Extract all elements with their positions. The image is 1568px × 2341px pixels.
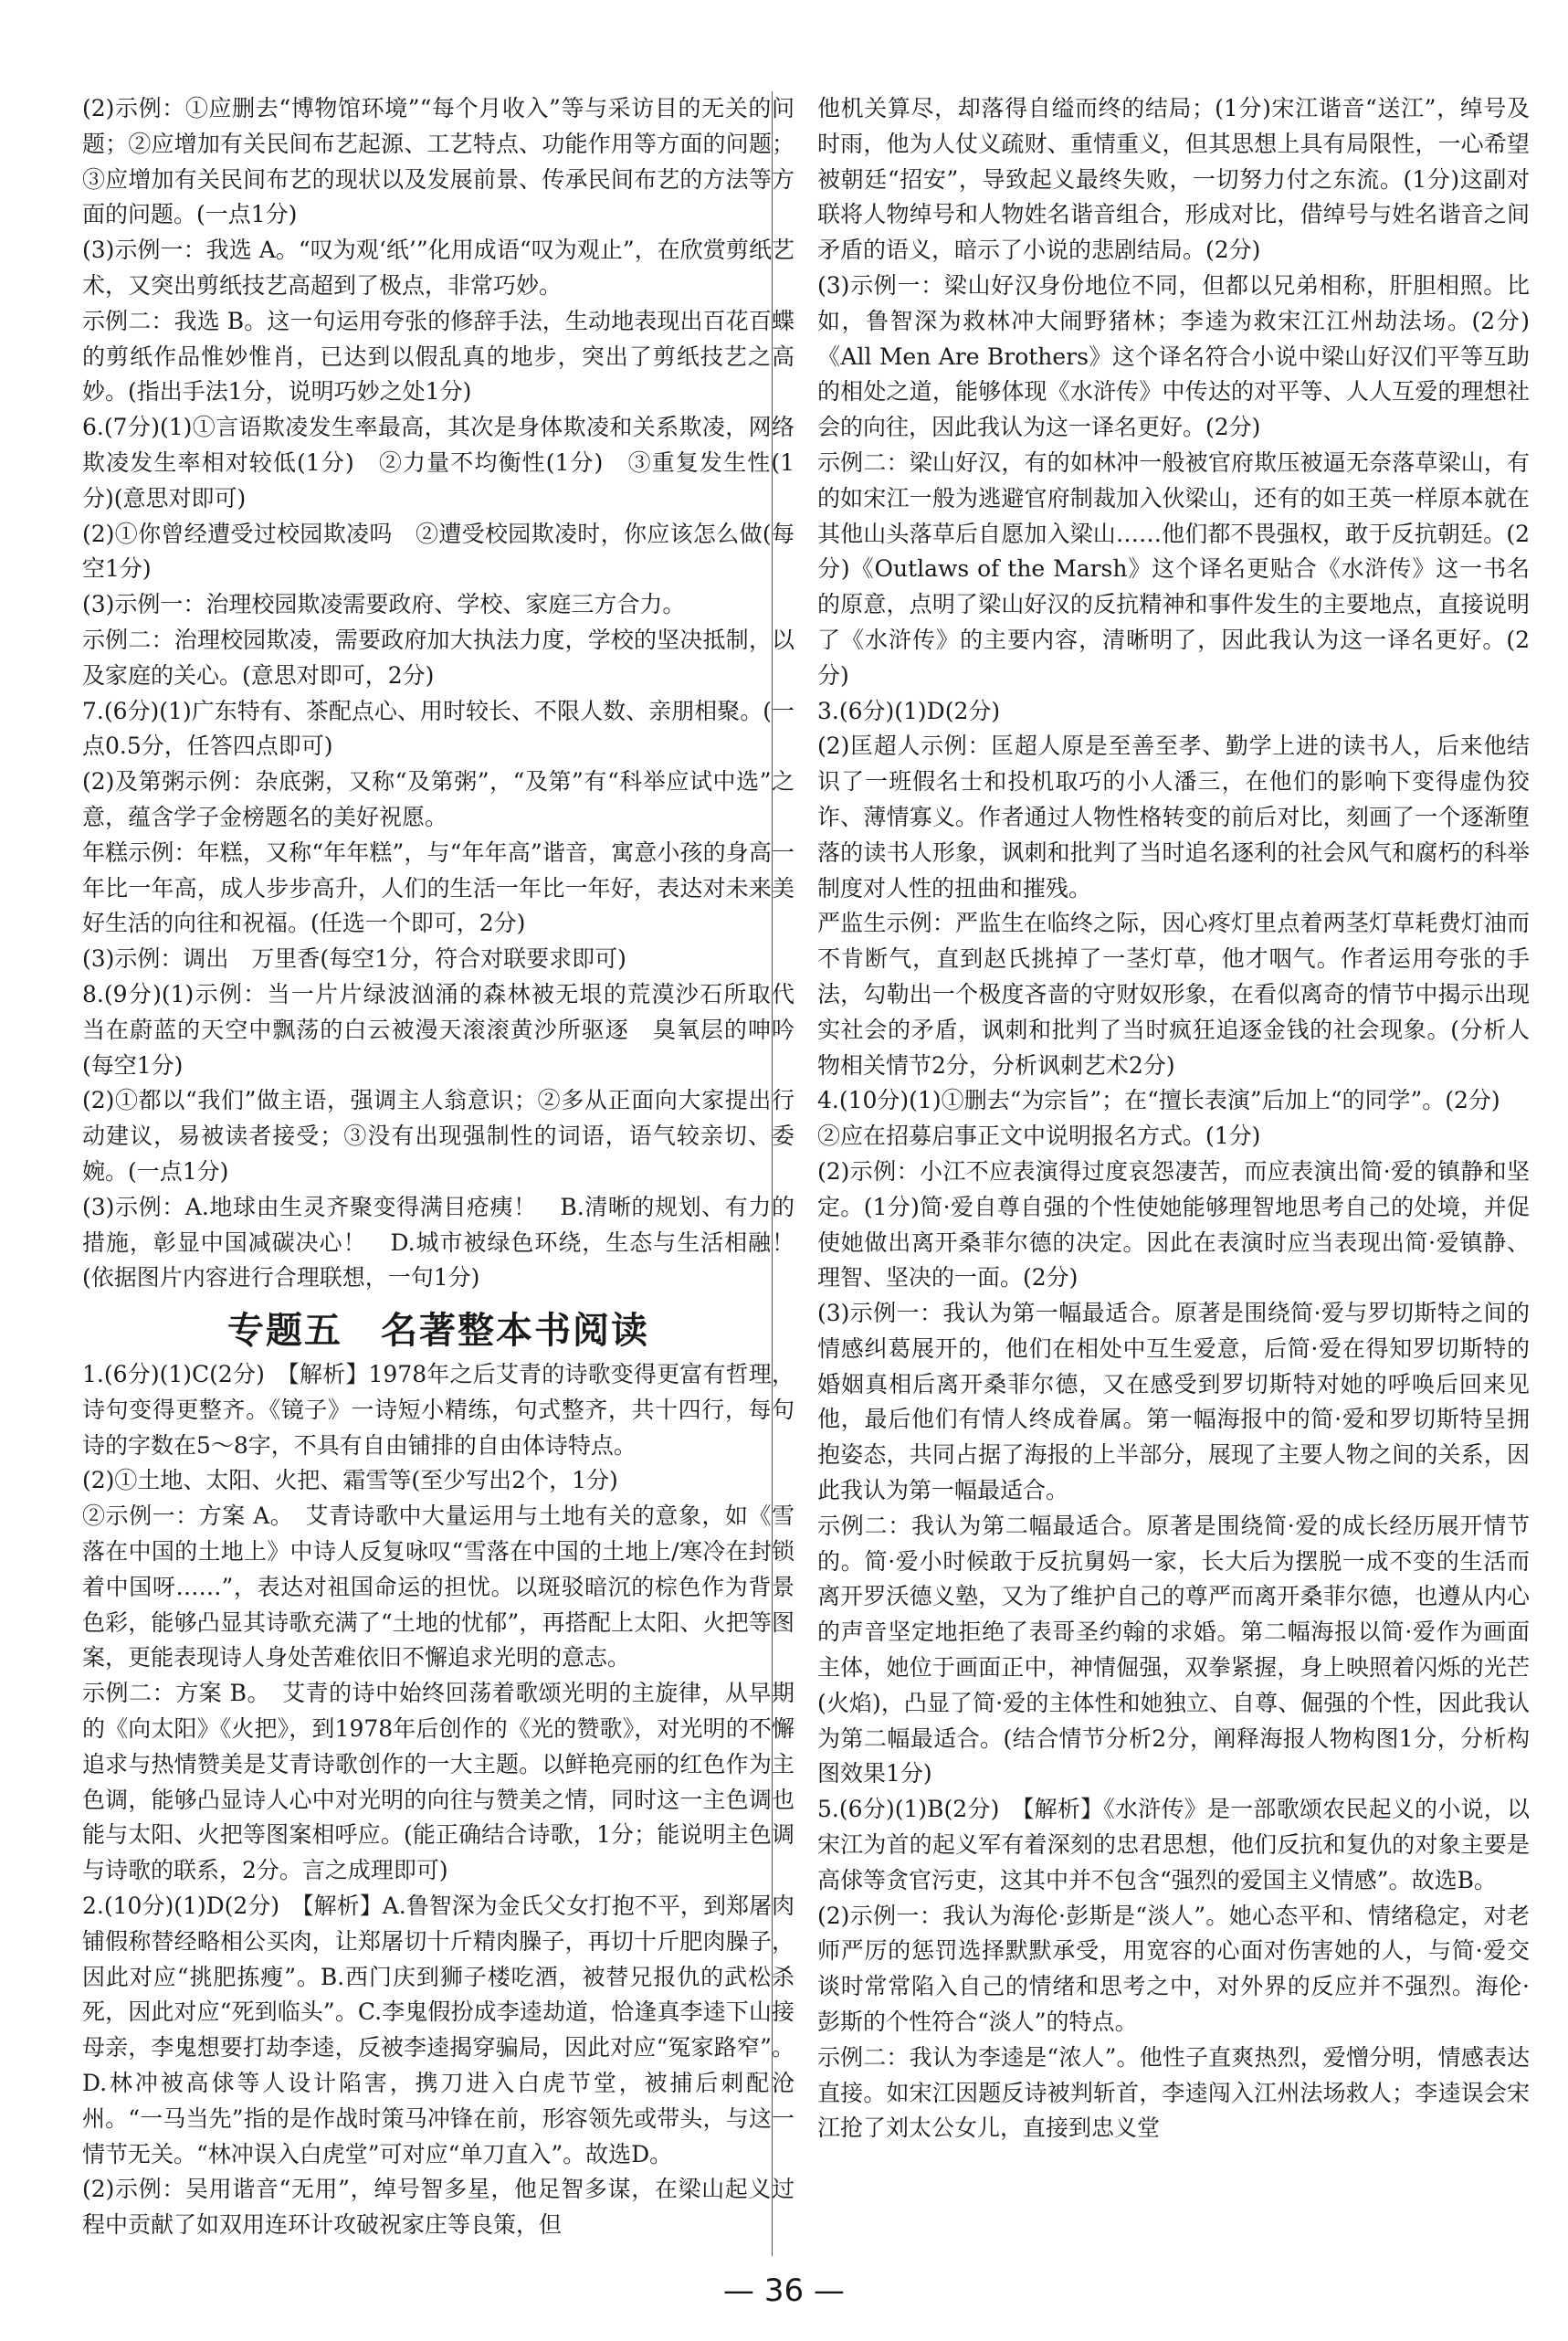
answer-paragraph: ②示例一：方案 A。 艾青诗歌中大量运用与土地有关的意象，如《雪落在中国的土地上》中诗人反复咏叹“雪落在中国的土地上/寒冷在封锁着中国呀……”，表达对祖国命运的担忧。以斑驳暗沉的棕色作为背景色彩，能够凸显其诗歌充满了“土地的忧郁”，再搭配上太阳、火把等图案，更能表现诗人身处苦难依旧不懈追求光明的意志。 xyxy=(82,1503,795,1671)
answer-paragraph: (3)示例一：梁山好汉身份地位不同，但都以兄弟相称，肝胆相照。比如，鲁智深为救林冲大闹野猪林；李逵为救宋江江州劫法场。(2分)《All Men Are Brothers》这个译名符合小说中梁山好汉们平等互助的相处之道，能够体现《水浒传》中传达的对平等、人人互爱的理想社会的向往，因此我认为这一译名更好。(2分) xyxy=(817,271,1530,441)
left-column xyxy=(82,91,818,2243)
answer-paragraph: 3.(6分)(1)D(2分) xyxy=(817,697,1001,724)
answer-paragraph: (2)①土地、太阳、火把、霜雪等(至少写出2个，1分) xyxy=(82,1467,618,1494)
right-column xyxy=(817,91,1530,2146)
answer-paragraph: 示例二：我认为李逵是“浓人”。他性子直爽热烈，爱憎分明，情感表达直接。如宋江因题反诗被判斩首，李逵闯入江州法场救人；李逵误会宋江抢了刘太公女儿，直接到忠义堂 xyxy=(817,2043,1530,2142)
answer-paragraph: (3)示例：调出 万里香(每空1分，符合对联要求即可) xyxy=(82,945,626,973)
answer-paragraph: (2)示例：吴用谐音“无用”，绰号智多星，他足智多谋，在梁山起义过程中贡献了如双用连环计攻破祝家庄等良策，但 xyxy=(82,2176,795,2239)
answer-paragraph: (2)示例：小江不应表演得过度哀怨凄苦，而应表演出简·爱的镇静和坚定。(1分)简·爱自尊自强的个性使她能够理智地思考自己的处境，并促使她做出离开桑菲尔德的决定。因此在表演时应当表现出简·爱镇静、理智、坚决的一面。(2分) xyxy=(817,1157,1530,1292)
answer-paragraph: (2)①你曾经遭受过校园欺凌吗 ②遭受校园欺凌时，你应该怎么做(每空1分) xyxy=(82,520,795,583)
page-number: — 36 — xyxy=(723,2272,845,2309)
answer-paragraph: 示例二：我认为第二幅最适合。原著是围绕简·爱的成长经历展开情节的。简·爱小时候敢于反抗舅妈一家，长大后为摆脱一成不变的生活而离开罗沃德义塾，又为了维护自己的尊严而离开桑菲尔德，也遵从内心的声音坚定地拒绝了表哥圣约翰的求婚。第二幅海报以简·爱作为画面主体，她位于画面正中，神情倔强，双拳紧握，身上映照着闪烁的光芒(火焰)，凸显了简·爱的主体性和她独立、自尊、倔强的个性，因此我认为第二幅最适合。(结合情节分析2分，阐释海报人物构图1分，分析构图效果1分) xyxy=(817,1512,1530,1787)
answer-paragraph: (3)示例一：治理校园欺凌需要政府、学校、家庭三方合力。 xyxy=(82,591,686,618)
answer-paragraph: 示例二：我选 B。这一句运用夸张的修辞手法，生动地表现出百花百蝶的剪纸作品惟妙惟肖，已达到以假乱真的地步，突出了剪纸技艺之高妙。(指出手法1分，说明巧妙之处1分) xyxy=(82,307,795,406)
answer-paragraph: 7.(6分)(1)广东特有、茶配点心、用时较长、不限人数、亲朋相聚。(一点0.5分，任答四点即可) xyxy=(82,697,795,760)
answer-paragraph: 4.(10分)(1)①删去“为宗旨”；在“擅长表演”后加上“的同学”。(2分) xyxy=(817,1087,1500,1114)
answer-paragraph: 示例二：治理校园欺凌，需要政府加大执法力度，学校的坚决抵制，以及家庭的关心。(意思对即可，2分) xyxy=(82,626,795,689)
answer-paragraph: (2)示例：①应删去“博物馆环境”“每个月收入”等与采访目的无关的问题；②应增加有关民间布艺起源、工艺特点、功能作用等方面的问题；③应增加有关民间布艺的现状以及发展前景、传承民间布艺的方法等方面的问题。(一点1分) xyxy=(82,95,795,228)
answer-paragraph: 6.(7分)(1)①言语欺凌发生率最高，其次是身体欺凌和关系欺凌，网络欺凌发生率相对较低(1分) ②力量不均衡性(1分) ③重复发生性(1分)(意思对即可) xyxy=(82,414,795,511)
answer-paragraph: (2)①都以“我们”做主语，强调主人翁意识；②多从正面向大家提出行动建议，易被读者接受；③没有出现强制性的词语，语气较亲切、委婉。(一点1分) xyxy=(82,1087,795,1185)
answer-paragraph: 2.(10分)(1)D(2分) 【解析】A.鲁智深为金氏父女打抱不平，到郑屠肉铺假称替经略相公买肉，让郑屠切十斤精肉臊子，再切十斤肥肉臊子，因此对应“挑肥拣瘦”。B.西门庆到狮子楼吃酒，被替兄报仇的武松杀死，因此对应“死到临头”。C.李鬼假扮成李逵劫道，恰逢真李逵下山接母亲，李鬼想要打劫李逵，反被李逵揭穿骗局，因此对应“冤家路窄”。D.林冲被高俅等人设计陷害，携刀进入白虎节堂，被捕后刺配沧州。“一马当先”指的是作战时策马冲锋在前，形容领先或带头，与这一情节无关。“林冲误入白虎堂”可对应“单刀直入”。故选D。 xyxy=(82,1893,795,2167)
answer-paragraph: 年糕示例：年糕，又称“年年糕”，与“年年高”谐音，寓意小孩的身高一年比一年高，成人步步高升，人们的生活一年比一年好，表达对未来美好生活的向往和祝福。(任选一个即可，2分) xyxy=(82,838,795,937)
answer-paragraph: (3)示例：A.地球由生灵齐聚变得满目疮痍！ B.清晰的规划、有力的措施，彰显中国减碳决心！ D.城市被绿色环绕，生态与生活相融！(依据图片内容进行合理联想，一句1分) xyxy=(82,1193,795,1292)
answer-paragraph: (3)示例一：我选 A。“叹为观‘纸’”化用成语“叹为观止”，在欣赏剪纸艺术，又突出剪纸技艺高超到了极点，非常巧妙。 xyxy=(82,237,795,299)
answer-paragraph: (3)示例一：我认为第一幅最适合。原著是围绕简·爱与罗切斯特之间的情感纠葛展开的，他们在相处中互生爱意，后简·爱在得知罗切斯特的婚姻真相后离开桑菲尔德，又在感受到罗切斯特对她的呼唤后回来见他，最后他们有情人终成眷属。第一幅海报中的简·爱和罗切斯特呈拥抱姿态，共同占据了海报的上半部分，展现了主要人物之间的关系，因此我认为第一幅最适合。 xyxy=(817,1300,1530,1504)
answer-paragraph: (2)匡超人示例：匡超人原是至善至孝、勤学上进的读书人，后来他结识了一班假名士和投机取巧的小人潘三，在他们的影响下变得虚伪狡诈、薄情寡义。作者通过人物性格转变的前后对比，刻画了一个逐渐堕落的读书人形象，讽刺和批判了当时追名逐利的社会风气和腐朽的科举制度对人性的扭曲和摧残。 xyxy=(817,733,1530,902)
answer-paragraph: 5.(6分)(1)B(2分) 【解析】《水浒传》是一部歌颂农民起义的小说，以宋江为首的起义军有着深刻的忠君思想，他们反抗和复仇的对象主要是高俅等贪官污吏，这其中并不包含“强烈的爱国主义情感”。故选B。 xyxy=(817,1796,1530,1893)
answer-paragraph: 示例二：梁山好汉，有的如林冲一般被官府欺压被逼无奈落草梁山，有的如宋江一般为逃避官府制裁加入伙梁山，还有的如王英一样原本就在其他山头落草后自愿加入梁山……他们都不畏强权，敢于反抗朝廷。(2分)《Outlaws of the Marsh》这个译名更贴合《水浒传》这一书名的原意，点明了梁山好汉的反抗精神和事件发生的主要地点，直接说明了《水浒传》的主要内容，清晰明了，因此我认为这一译名更好。(2分) xyxy=(817,448,1530,689)
answer-paragraph: 他机关算尽，却落得自缢而终的结局；(1分)宋江谐音“送江”，绰号及时雨，他为人仗义疏财、重情重义，但其思想上具有局限性，一心希望被朝廷“招安”，导致起义最终失败，一切努力付之东流。(1分)这副对联将人物绰号和人物姓名谐音组合，形成对比，借绰号与姓名谐音之间矛盾的语义，暗示了小说的悲剧结局。(2分) xyxy=(817,95,1530,264)
answer-paragraph: (2)及第粥示例：杂底粥，又称“及第粥”，“及第”有“科举应试中选”之意，蕴含学子金榜题名的美好祝愿。 xyxy=(82,768,795,830)
answer-paragraph: ②应在招募启事正文中说明报名方式。(1分) xyxy=(817,1123,1261,1150)
answer-paragraph: 严监生示例：严监生在临终之际，因心疼灯里点着两茎灯草耗费灯油而不肯断气，直到赵氏挑掉了一茎灯草，他才咽气。作者运用夸张的手法，勾勒出一个极度吝啬的守财奴形象，在看似离奇的情节中揭示出现实社会的矛盾，讽刺和批判了当时疯狂追逐金钱的社会现象。(分析人物相关情节2分，分析讽刺艺术2分) xyxy=(817,910,1530,1079)
answer-paragraph: 8.(9分)(1)示例：当一片片绿波汹涌的森林被无垠的荒漠沙石所取代 当在蔚蓝的天空中飘荡的白云被漫天滚滚黄沙所驱逐 臭氧层的呻吟(每空1分) xyxy=(82,980,818,1079)
answer-paragraph: 示例二：方案 B。 艾青的诗中始终回荡着歌颂光明的主旋律，从早期的《向太阳》《火把》，到1978年后创作的《光的赞歌》，对光明的不懈追求与热情赞美是艾青诗歌创作的一大主题。以鲜艳亮丽的红色作为主色调，能够凸显诗人心中对光明的向往与赞美之情，同时这一主色调也能与太阳、火把等图案相呼应。(能正确结合诗歌，1分；能说明主色调与诗歌的联系，2分。言之成理即可) xyxy=(82,1680,795,1884)
answer-paragraph: (2)示例一：我认为海伦·彭斯是“淡人”。她心态平和、情绪稳定，对老师严厉的惩罚选择默默承受，用宽容的心面对伤害她的人，与简·爱交谈时常常陷入自己的情绪和思考之中，对外界的反应并不强烈。海伦·彭斯的个性符合“淡人”的特点。 xyxy=(817,1902,1530,2036)
section-heading: 专题五 名著整本书阅读 xyxy=(227,1310,649,1353)
answer-paragraph: 1.(6分)(1)C(2分) 【解析】1978年之后艾青的诗歌变得更富有哲理，诗句变得更整齐。《镜子》一诗短小精练，句式整齐，共十四行，每句诗的字数在5～8字，不具有自由铺排的自由体诗特点。 xyxy=(82,1361,795,1459)
